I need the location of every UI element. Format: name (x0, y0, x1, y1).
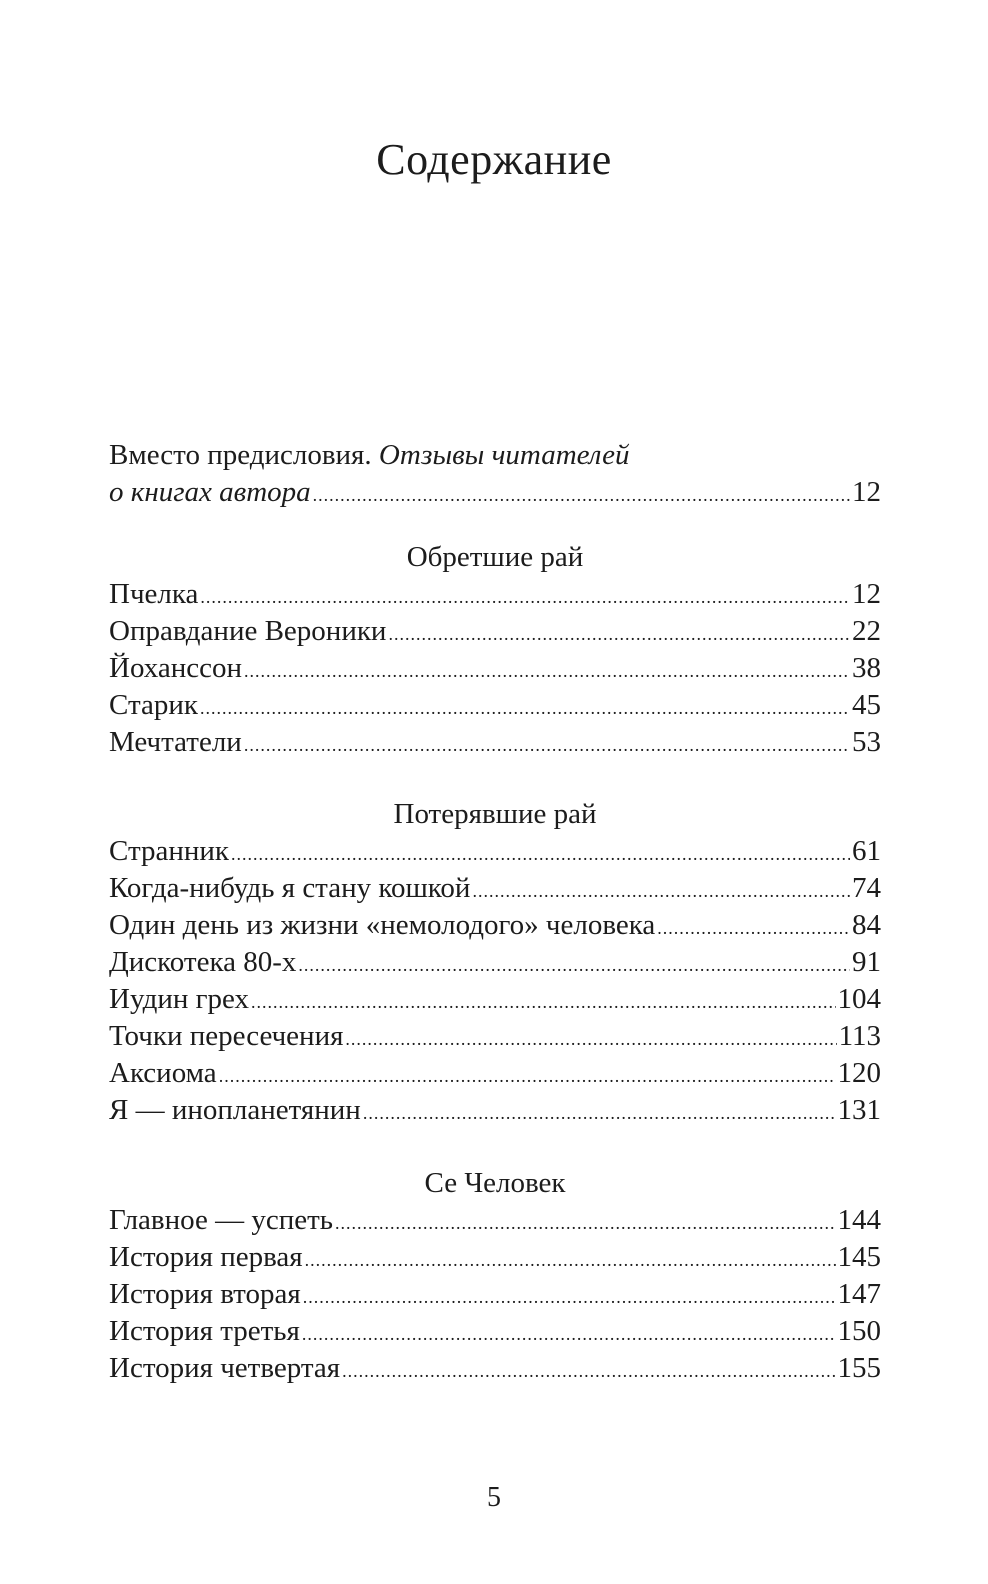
toc-entry[interactable] (109, 1313, 881, 1350)
entry-page-number: 61 (852, 835, 881, 867)
entry-title: Аксиома (109, 1057, 217, 1089)
toc-entry[interactable] (109, 907, 881, 944)
dot-leader (219, 1058, 836, 1095)
entry-page-number: 155 (837, 1352, 881, 1384)
entry-title: История третья (109, 1315, 300, 1347)
dot-leader (388, 616, 850, 653)
entry-title: Пчелка (109, 578, 199, 610)
entry-title: Мечтатели (109, 726, 242, 758)
dot-leader (244, 653, 850, 690)
dot-leader (251, 984, 835, 1021)
entry-page-number: 22 (852, 615, 881, 647)
dot-leader (298, 947, 850, 984)
table-of-contents (109, 436, 881, 1387)
page-number: 5 (487, 1482, 501, 1513)
entry-page-number: 150 (837, 1315, 881, 1347)
dot-leader (244, 727, 850, 764)
toc-entry[interactable] (109, 687, 881, 724)
dot-leader (313, 477, 850, 514)
entry-page-number: 12 (852, 476, 881, 508)
intro-label-plain: Вместо предисловия. (109, 439, 372, 471)
entry-title: История вторая (109, 1278, 301, 1310)
dot-leader (363, 1095, 836, 1132)
entry-page-number: 12 (852, 578, 881, 610)
toc-entry[interactable] (109, 981, 881, 1018)
toc-entry[interactable] (109, 1350, 881, 1387)
entry-title: Дискотека 80-х (109, 946, 297, 978)
toc-entry[interactable] (109, 1239, 881, 1276)
toc-entry[interactable] (109, 944, 881, 981)
toc-entry[interactable] (109, 1202, 881, 1239)
entry-page-number: 84 (852, 909, 881, 941)
entry-page-number: 74 (852, 872, 881, 904)
entry-page-number: 104 (837, 983, 881, 1015)
toc-entry[interactable] (109, 724, 881, 761)
entry-title: Оправдание Вероники (109, 615, 387, 647)
toc-entry[interactable] (109, 1276, 881, 1313)
entry-title: Я — инопланетянин (109, 1094, 361, 1126)
entry-page-number: 113 (838, 1020, 881, 1052)
entry-title: Когда-нибудь я стану кошкой (109, 872, 471, 904)
dot-leader (472, 873, 850, 910)
entry-page-number: 131 (837, 1094, 881, 1126)
intro-label-italic: Отзывы читателей (378, 439, 630, 471)
toc-entry[interactable] (109, 650, 881, 687)
entry-page-number: 120 (837, 1057, 881, 1089)
section-title: Се Человек (424, 1167, 566, 1199)
entry-page-number: 91 (852, 946, 881, 978)
dot-leader (345, 1021, 836, 1058)
section-title: Обретшие рай (406, 541, 584, 573)
toc-entry[interactable] (109, 1018, 881, 1055)
page-title: Содержание (376, 135, 612, 184)
entry-page-number: 53 (852, 726, 881, 758)
entry-title: Точки пересечения (109, 1020, 344, 1052)
toc-entry[interactable] (109, 613, 881, 650)
toc-entry[interactable] (109, 576, 881, 613)
entry-title: Старик (109, 689, 198, 721)
dot-leader (335, 1205, 835, 1242)
entry-page-number: 38 (852, 652, 881, 684)
intro-entry-line2[interactable] (109, 474, 881, 511)
entry-title: Йохансcон (109, 652, 242, 684)
dot-leader (302, 1316, 836, 1353)
entry-page-number: 144 (837, 1204, 881, 1236)
entry-title: Один день из жизни «немолодого» человека (109, 909, 656, 941)
dot-leader (200, 579, 850, 616)
entry-page-number: 147 (837, 1278, 881, 1310)
toc-entry[interactable] (109, 1055, 881, 1092)
entry-page-number: 145 (837, 1241, 881, 1273)
entry-title: Странник (109, 835, 230, 867)
dot-leader (303, 1279, 836, 1316)
dot-leader (342, 1353, 835, 1390)
toc-entry[interactable] (109, 833, 881, 870)
toc-entry[interactable] (109, 1092, 881, 1129)
intro-label-italic-continued: о книгах автора (109, 476, 311, 508)
dot-leader (657, 910, 850, 947)
entry-page-number: 45 (852, 689, 881, 721)
entry-title: История первая (109, 1241, 303, 1273)
dot-leader (231, 836, 850, 873)
dot-leader (200, 690, 850, 727)
entry-title: Иудин грех (109, 983, 250, 1015)
toc-entry[interactable] (109, 870, 881, 907)
entry-title: История четвертая (109, 1352, 341, 1384)
dot-leader (305, 1242, 836, 1279)
intro-entry-line1[interactable] (109, 436, 881, 474)
section-title: Потерявшие рай (393, 798, 597, 830)
entry-title: Главное — успеть (109, 1204, 334, 1236)
